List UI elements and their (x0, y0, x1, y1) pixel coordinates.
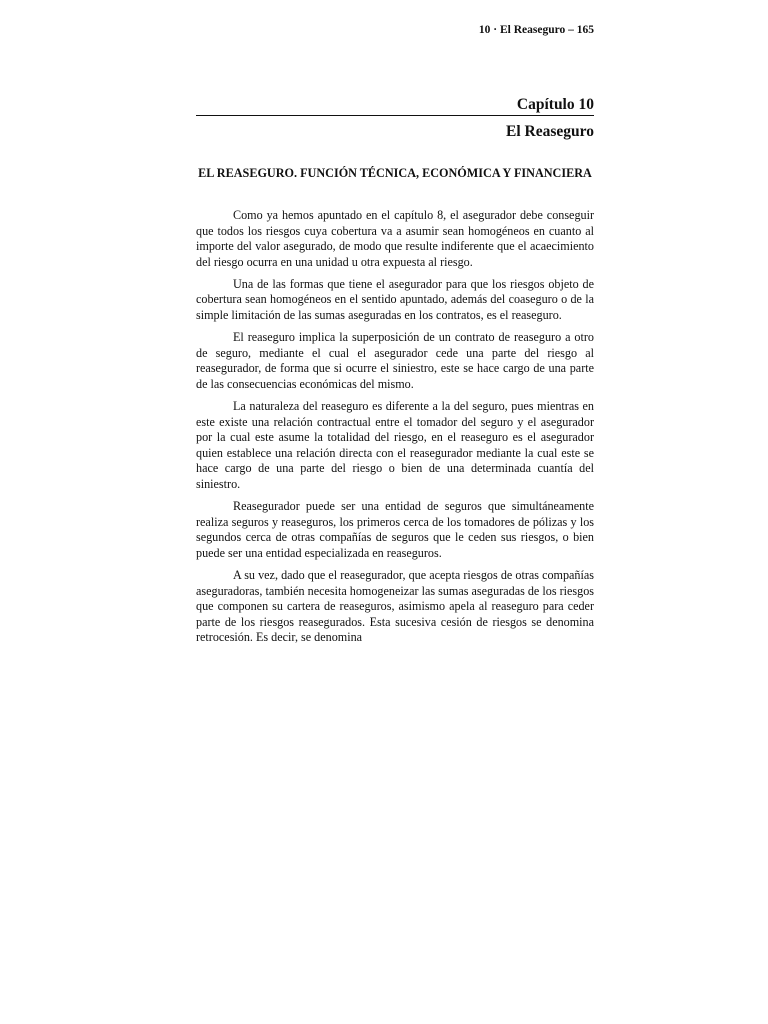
paragraph: Como ya hemos apuntado en el capítulo 8, el asegurador debe conseguir que todos los riesgos cuya cobertura va a asumir sean homogéneos en cuanto al importe del valor asegurado, de modo que resulte indiferente que el acaecimiento del riesgo ocurra en una unidad u otra expuesta al riesgo. (196, 208, 594, 269)
section-heading: EL REASEGURO. FUNCIÓN TÉCNICA, ECONÓMICA Y FINANCIERA (198, 166, 592, 180)
paragraph: La naturaleza del reaseguro es diferente a la del seguro, pues mientras en este existe una relación contractual entre el tomador del seguro y el asegurador por la cual este asume la totalidad del riesgo, en el reaseguro es el asegurador quien establece una relación directa con el reasegurador mediante la cual este se hace cargo de una parte del riesgo o bien de una determinada cuantía del siniestro. (196, 399, 594, 491)
paragraph: Una de las formas que tiene el asegurador para que los riesgos objeto de cobertura sean homogéneos en el sentido apuntado, además del coaseguro o de la simple limitación de las sumas aseguradas en los contratos, es el reaseguro. (196, 276, 594, 323)
body-text (196, 208, 594, 652)
running-head: 10 · El Reaseguro – 165 (478, 24, 594, 36)
chapter-divider (196, 115, 594, 116)
paragraph: A su vez, dado que el reasegurador, que acepta riesgos de otras compañías aseguradoras, también necesita homogeneizar las sumas aseguradas de los riesgos que componen su cartera de reaseguros, asimismo apela al reaseguro para ceder parte de los riesgos reasegurados. Esta sucesiva cesión de riesgos se denomina retrocesión. Es decir, se denomina (196, 567, 594, 645)
chapter-title: El Reaseguro (506, 123, 594, 140)
paragraph: El reaseguro implica la superposición de un contrato de reaseguro a otro de seguro, mediante el cual el asegurador cede una parte del riesgo al reasegurador, de forma que si ocurre el siniestro, este se hace cargo de una parte de las consecuencias económicas del mismo. (196, 330, 594, 391)
paragraph: Reasegurador puede ser una entidad de seguros que simultáneamente realiza seguros y reaseguros, los primeros cerca de los tomadores de pólizas y los segundos cerca de otras compañías de seguros que le ceden sus riesgos, o bien puede ser una entidad especializada en reaseguros. (196, 499, 594, 560)
chapter-number: Capítulo 10 (516, 96, 594, 113)
